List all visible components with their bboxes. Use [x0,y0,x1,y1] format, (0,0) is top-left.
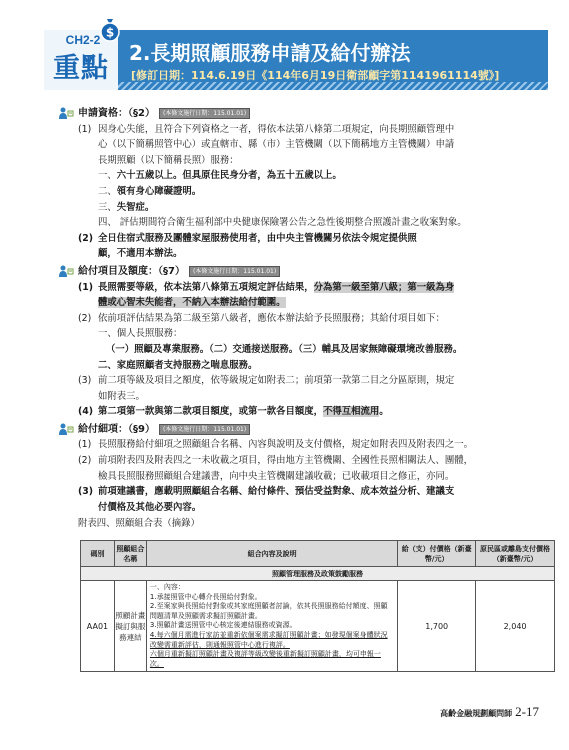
table-cell-price: 1,700 [398,581,476,672]
revision-date: [修訂日期：114.6.19日《114年6月19日衛部顧字第1141961114號》] [131,69,500,82]
text-line: 檢具長照服務照顧組合建議書，向中央主管機關建議收載；已收載項目之修正，亦同。 [98,470,455,482]
highlighted-text: 不得互相流用 [323,406,380,418]
sub-text: 失智症。 [116,201,155,213]
text-line: 前二項等級及項目之額度，依等級規定如附表二；前項第一款第二目之分區原則，規定 [98,375,455,387]
footer-dept: 高齡金融規劃顧問師 [440,709,513,718]
text-line: 心（以下簡稱照管中心）或直轄市、縣（市）主管機關（以下簡稱地方主管機關）申請 [98,139,455,151]
table-header: 原民區或離島支付價格（新臺幣/元） [476,541,555,567]
page-number: 2-17 [515,704,539,719]
item-number: (2) [78,232,94,244]
banner-stripes [44,82,548,90]
sub-item: 四、 評估期間符合衛生福利部中央健康保險署公告之急性後期整合照護計畫之收案對象。 [98,217,467,229]
table-header: 給（支）付價格（新臺幣/元） [398,541,476,567]
list-item [58,280,538,311]
content-line: 2.至案家與長照給付對象或其家庭照顧者討論，依其長照服務給付額度、照顧問題清單及照顧需求擬訂照顧計畫。 [149,602,388,620]
table-cell-content [146,581,397,672]
item-number: (3) [78,486,94,498]
effective-date-tag: (本條文施行日期：115.01.01) [189,266,280,277]
text-line: 因身心失能，且符合下列資格之一者，得依本法第八條第二項規定，向長期照顧管理中 [98,123,455,135]
table-header: 照顧組合名稱 [114,541,146,567]
item-number: (1) [78,439,92,451]
text-line: 依前項評估結果為第二級至第八級者，應依本辦法給予長照服務；其給付項目如下： [98,312,445,324]
content [58,104,538,532]
text-line: 顧，不適用本辦法。 [98,248,183,260]
content-line: 一、內容： [149,583,185,591]
text-line: 長期照顧（以下簡稱長照）服務： [98,154,239,166]
table-header: 碼別 [81,541,115,567]
svg-text:$: $ [105,25,115,40]
sub-item: 一、個人長照服務： [98,328,183,340]
table-cell-name: 照顧計畫擬訂與服務連結 [114,581,146,672]
sub-prefix: 一、 [98,170,117,182]
text-line: 前項附表四及附表四之一未收載之項目，得由地方主管機關、全國性長照相關法人、團體， [98,455,474,467]
list-item [58,122,538,169]
table-row [81,581,555,672]
list-item [58,231,538,262]
text-line: 前項建議書，應載明照顧組合名稱、給付條件、預估受益對象、成本效益分析、建議支 [98,486,455,498]
item-number: (3) [78,375,92,387]
sub-item [58,168,538,184]
highlighted-text: 體或心智未失能者，不納入本辦法給付範圍。 [98,297,286,309]
table-cell-code: AA01 [81,581,115,672]
list-item [58,311,538,327]
table-header-row [81,541,555,567]
person-icon [58,265,74,278]
table-header: 組合內容及說明 [146,541,397,567]
money-bag-icon [98,16,122,42]
sub-item [58,200,538,216]
content-line: 六個月重新擬訂照顧計畫及複評等級改變後重新擬訂照顧計畫，均可申報一次。 [149,650,381,668]
care-combination-table [80,540,555,672]
highlighted-text: 分為第一級至第八級；第一級為身 [313,281,455,293]
table-caption: 附表四、照顧組合表（摘錄） [78,518,200,530]
table-cell-price-remote: 2,040 [476,581,555,672]
list-item [58,373,538,404]
effective-date-tag: (本條文施行日期：115.01.01) [159,108,250,119]
item-number: (2) [78,455,92,467]
list-item [58,453,538,484]
person-icon [58,423,74,436]
sub-text: 領有身心障礙證明。 [116,185,202,197]
item-number: (2) [78,312,92,324]
text-line: 如附表三。 [98,390,145,402]
section-title: 給付項目及額度：（§7） [78,265,185,277]
section-title: 申請資格：（§2） [78,108,155,119]
text-line: 長照服務給付細項之照顧組合名稱、內容與說明及支付價格，規定如附表四及附表四之一。 [98,439,474,451]
item-number: (4) [78,406,94,418]
list-item [58,437,538,453]
content-line: 1.承接照管中心轉介長照給付對象。 [149,592,262,601]
section-title: 給付細項：（§9） [78,423,155,435]
section-heading [58,106,538,122]
text-span: 長照需要等級，依本法第八條第五項規定評估結果， [98,281,314,293]
effective-date-tag: (本條文施行日期：115.01.01) [159,424,250,435]
sub-prefix: 三、 [98,201,117,213]
section-heading [58,264,538,280]
sub-item: （一）照顧及專業服務。（二）交通接送服務。（三）輔具及居家無障礙環境改善服務。 [106,343,463,355]
sub-text: 六十五歲以上。但具原住民身分者，為五十五歲以上。 [116,170,342,182]
page-title: 2.長期照顧服務申請及給付辦法 [129,41,411,65]
content-line: 3.照顧計畫送照管中心核定後連結服務或資源。 [149,621,297,630]
list-item [58,404,538,420]
person-icon [58,107,74,120]
table-band: 照顧管理服務及政策鼓勵服務 [81,567,555,581]
text-span: 。 [379,406,389,418]
list-item [58,484,538,515]
sub-item: 二、家庭照顧者支持服務之喘息服務。 [98,359,258,371]
item-number: (1) [78,281,94,293]
item-number: (1) [78,123,92,135]
table-band-row [81,567,555,581]
sub-item [58,184,538,200]
content-line: 4.每六個月需進行家訪並重新依個案需求擬訂照顧計畫；如發現個案身體狀況改變需重新評估，則通報照管中心進行複評。 [149,630,388,649]
section-heading [58,422,538,438]
sub-prefix: 二、 [98,185,117,197]
chapter-code: CH2-2 [65,33,101,47]
chapter-label: 重點 [53,53,109,84]
text-span: 第二項第一款與第二款項目額度，或第一款各目額度， [98,406,324,418]
text-line: 付價格及其他必要內容。 [98,501,202,513]
page-footer [440,704,539,720]
text-line: 全日住宿式服務及團體家屋服務使用者，由中央主管機關另依法令規定提供照 [98,232,417,244]
